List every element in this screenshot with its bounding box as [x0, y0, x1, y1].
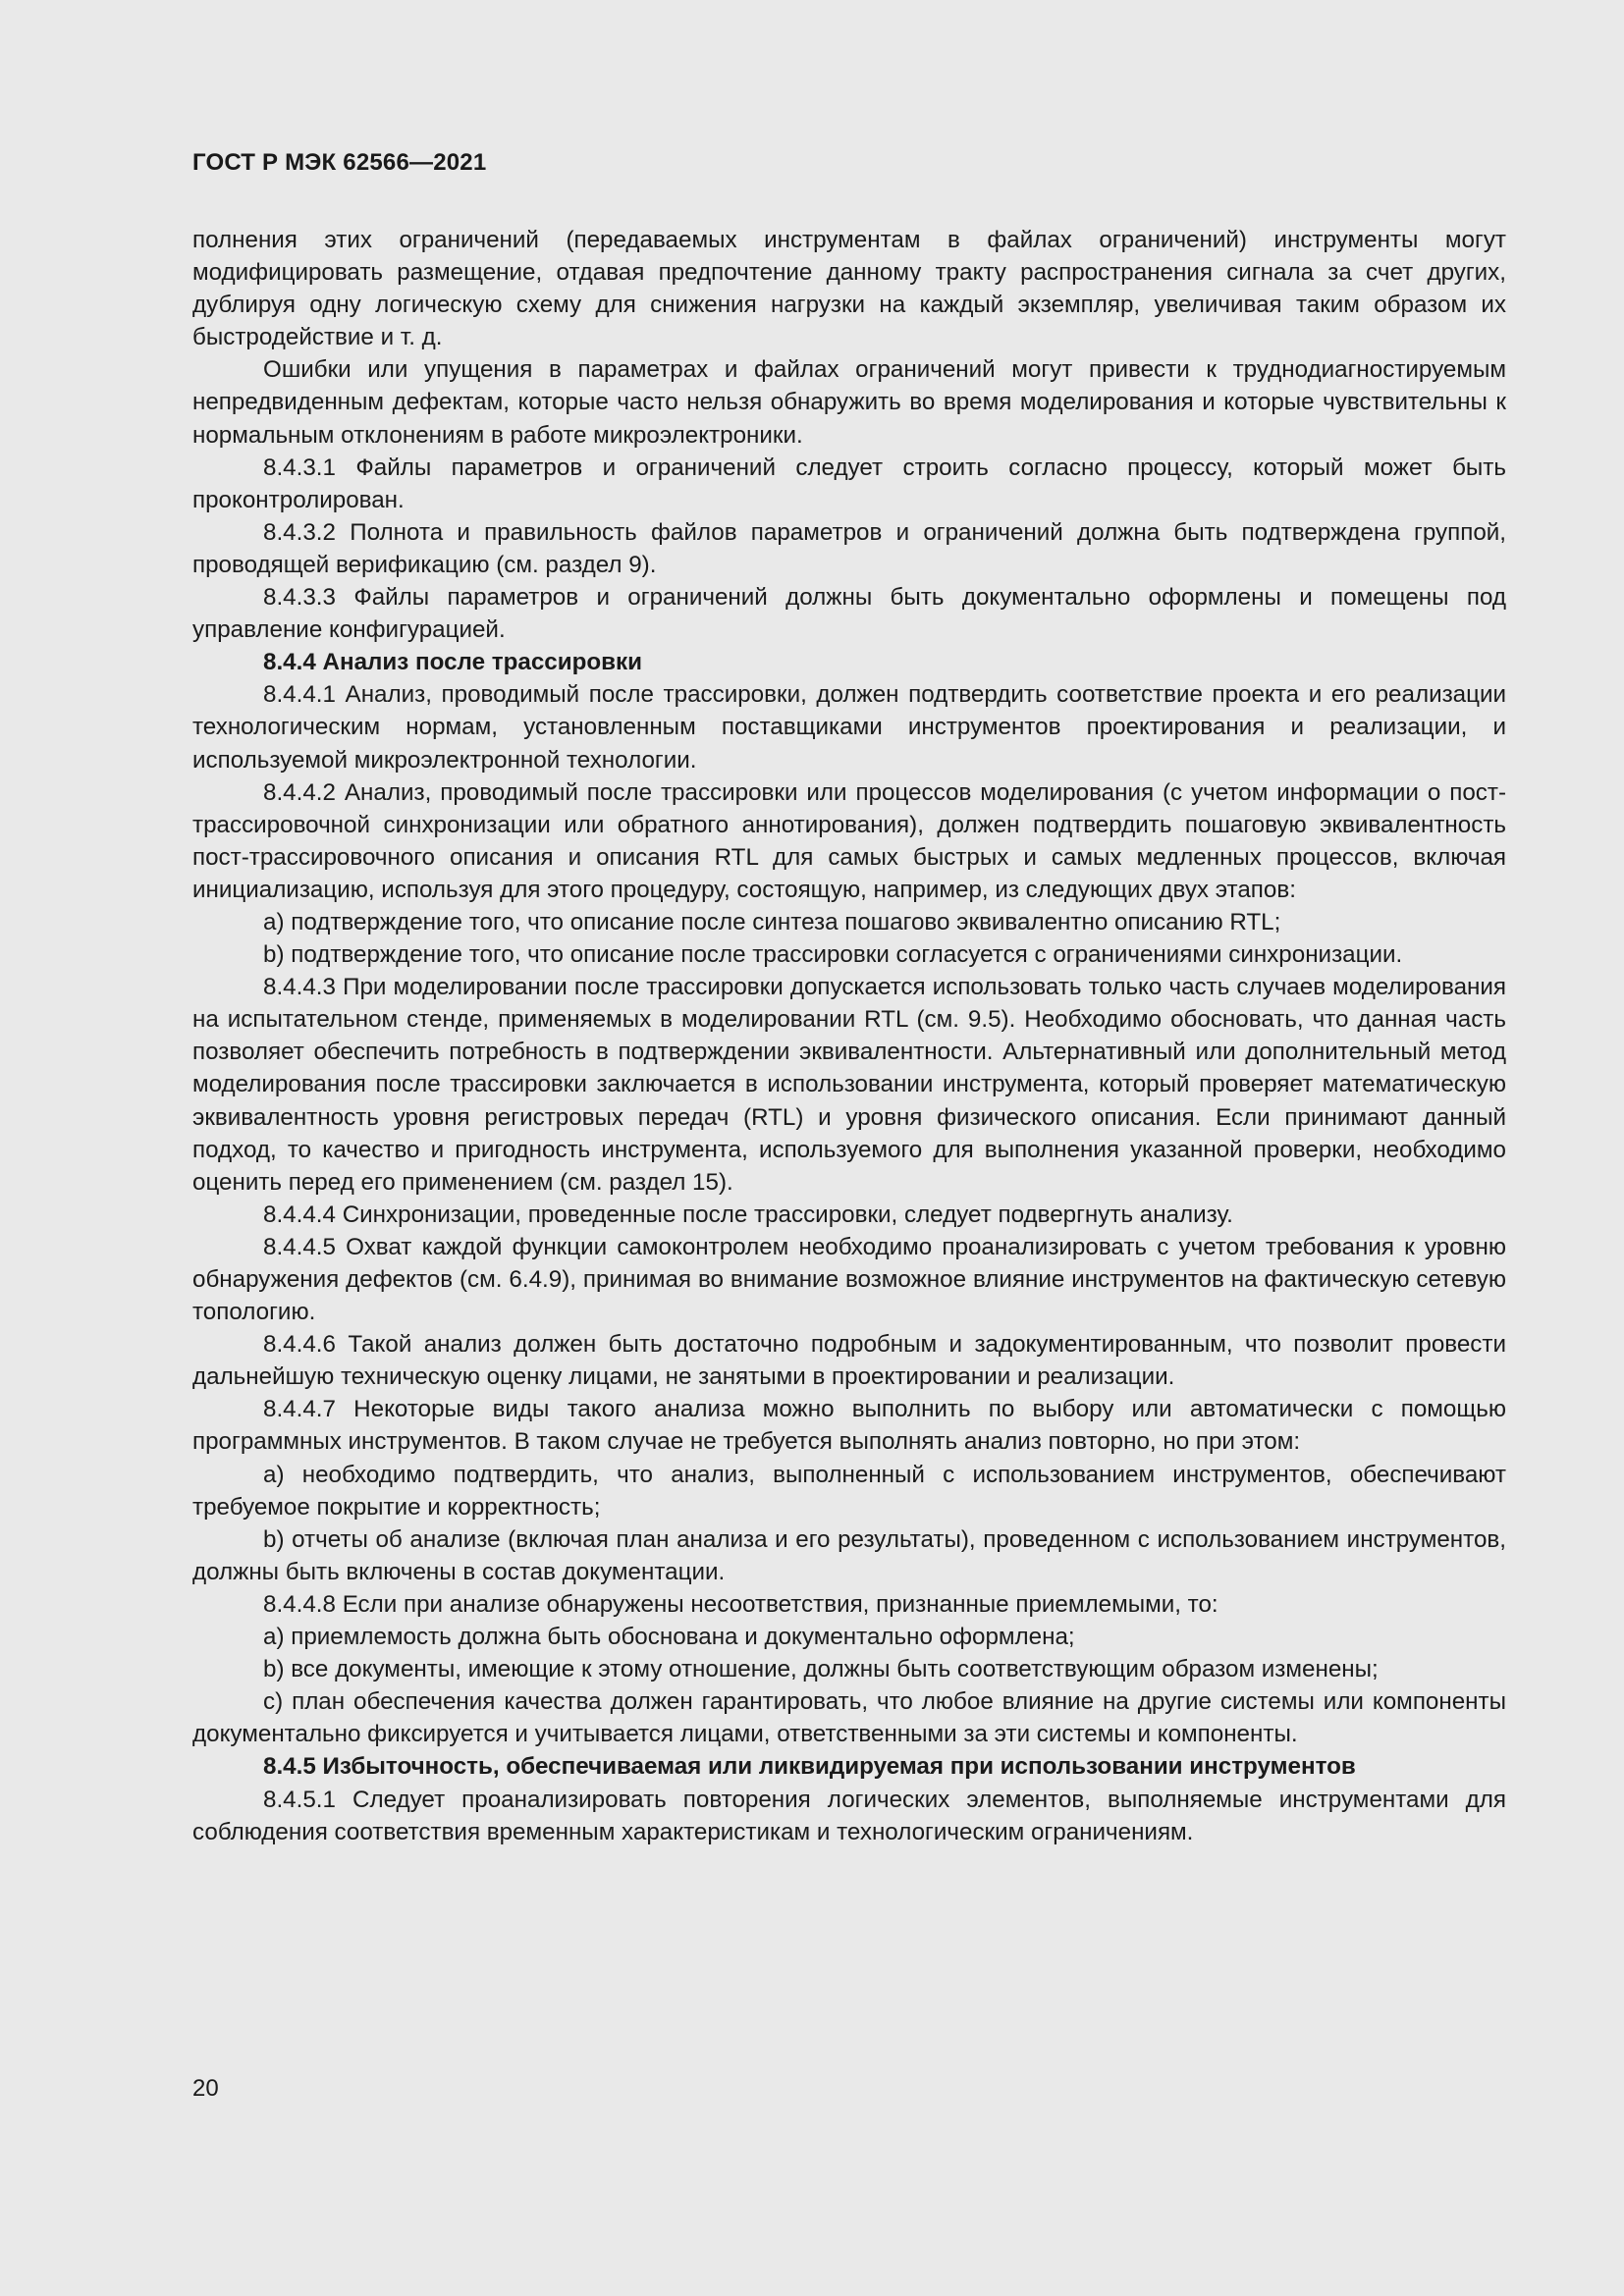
document-header: ГОСТ Р МЭК 62566—2021 — [192, 149, 487, 176]
paragraph-continuation: полнения этих ограничений (передаваемых инструментам в файлах ограничений) инструменты могут модифицировать размещение, отдавая предпочтение данному тракту распространения сигнала за счет других, дублируя одну логическую схему для снижения нагрузки на каждый экземпляр, увеличивая таким образом их быстродействие и т. д. — [192, 227, 1506, 351]
clause-8-4-4-3: 8.4.4.3 При моделировании после трассировки допускается использовать только часть случаев моделирования на испытательном стенде, применяемых в моделировании RTL (см. 9.5). Необходимо обосновать, что данная часть позволяет обеспечить потребность в подтверждении эквивалентности. Альтернативный или дополнительный метод моделирования после трассировки заключается в использовании инструмента, который проверяет математическую эквивалентность уровня регистровых передач (RTL) и уровня физического описания. Если принимают данный подход, то качество и пригодность инструмента, используемого для выполнения указанной проверки, необходимо оценить перед его применением (см. раздел 15). — [192, 974, 1506, 1196]
clause-8-4-4-5: 8.4.4.5 Охват каждой функции самоконтролем необходимо проанализировать с учетом требования к уровню обнаружения дефектов (см. 6.4.9), принимая во внимание возможное влияние инструментов на фактическую сетевую топологию. — [192, 1233, 1506, 1326]
clause-8-4-4-8: 8.4.4.8 Если при анализе обнаружены несоответствия, признанные приемлемыми, то: — [263, 1590, 1218, 1618]
clause-8-4-4-6: 8.4.4.6 Такой анализ должен быть достаточно подробным и задокументированным, что позволит провести дальнейшую техническую оценку лицами, не занятыми в проектировании и реализации. — [192, 1331, 1506, 1391]
paragraph: Ошибки или упущения в параметрах и файлах ограничений могут привести к труднодиагностируемым непредвиденным дефектам, которые часто нельзя обнаружить во время моделирования и которые чувствительны к нормальным отклонениям в работе микроэлектроники. — [192, 356, 1506, 449]
list-item: c) план обеспечения качества должен гарантировать, что любое влияние на другие системы или компоненты документально фиксируется и учитывается лицами, ответственными за эти системы и компоненты. — [192, 1688, 1506, 1748]
clause-8-4-4-7: 8.4.4.7 Некоторые виды такого анализа можно выполнить по выбору или автоматически с помощью программных инструментов. В таком случае не требуется выполнять анализ повторно, но при этом: — [192, 1396, 1506, 1456]
list-item: b) подтверждение того, что описание после трассировки согласуется с ограничениями синхронизации. — [263, 941, 1403, 969]
list-item: b) все документы, имеющие к этому отношение, должны быть соответствующим образом изменены; — [263, 1656, 1379, 1683]
page-number: 20 — [192, 2075, 219, 2102]
list-item: a) необходимо подтвердить, что анализ, выполненный с использованием инструментов, обеспечивают требуемое покрытие и корректность; — [192, 1461, 1506, 1521]
list-item: a) приемлемость должна быть обоснована и документально оформлена; — [263, 1624, 1075, 1651]
clause-8-4-4-2: 8.4.4.2 Анализ, проводимый после трассировки или процессов моделирования (с учетом информации о пост-трассировочной синхронизации или обратного аннотирования), должен подтвердить пошаговую эквивалентность пост-трассировочного описания и описания RTL для самых быстрых и самых медленных процессов, включая инициализацию, используя для этого процедуру, состоящую, например, из следующих двух этапов: — [192, 778, 1506, 903]
section-heading-8-4-5: 8.4.5 Избыточность, обеспечиваемая или ликвидируемая при использовании инструментов — [263, 1753, 1356, 1781]
document-body — [192, 224, 1506, 1848]
clause-8-4-5-1: 8.4.5.1 Следует проанализировать повторения логических элементов, выполняемые инструментами для соблюдения соответствия временным характеристикам и технологическим ограничениям. — [192, 1786, 1506, 1845]
list-item: b) отчеты об анализе (включая план анализа и его результаты), проведенном с использованием инструментов, должны быть включены в состав документации. — [192, 1525, 1506, 1585]
clause-8-4-3-3: 8.4.3.3 Файлы параметров и ограничений должны быть документально оформлены и помещены под управление конфигурацией. — [192, 584, 1506, 644]
clause-8-4-3-1: 8.4.3.1 Файлы параметров и ограничений следует строить согласно процессу, который может быть проконтролирован. — [192, 454, 1506, 513]
clause-8-4-4-1: 8.4.4.1 Анализ, проводимый после трассировки, должен подтвердить соответствие проекта и его реализации технологическим нормам, установленным поставщиками инструментов проектирования и реализации, и используемой микроэлектронной технологии. — [192, 681, 1506, 774]
list-item: a) подтверждение того, что описание после синтеза пошагово эквивалентно описанию RTL; — [263, 908, 1281, 935]
section-heading-8-4-4: 8.4.4 Анализ после трассировки — [263, 649, 642, 676]
clause-8-4-4-4: 8.4.4.4 Синхронизации, проведенные после трассировки, следует подвергнуть анализу. — [263, 1201, 1233, 1228]
clause-8-4-3-2: 8.4.3.2 Полнота и правильность файлов параметров и ограничений должна быть подтверждена группой, проводящей верификацию (см. раздел 9). — [192, 518, 1506, 578]
